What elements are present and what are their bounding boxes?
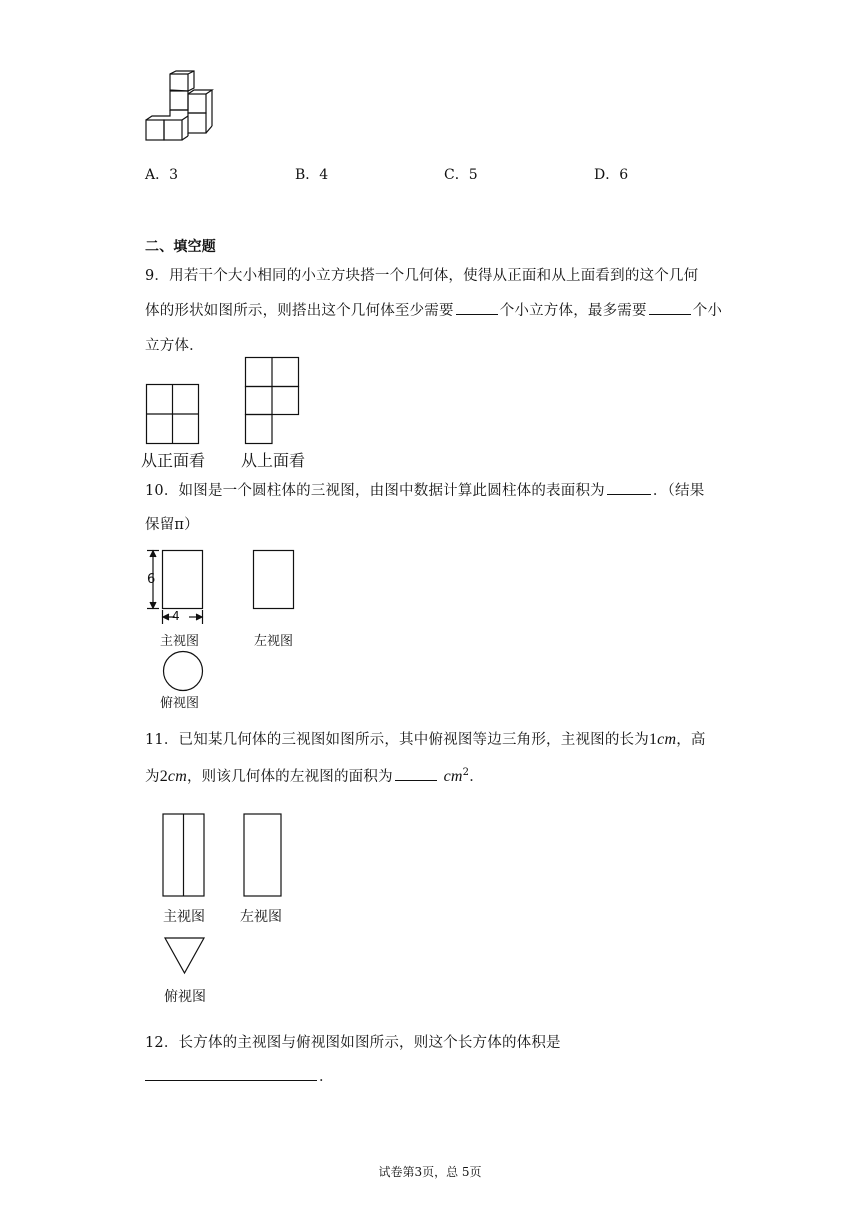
q9-blank-max <box>649 313 691 315</box>
q11-blank <box>395 779 437 781</box>
page-footer: 试卷第3页，总 5页 <box>378 1165 482 1179</box>
q11-main-label: 主视图 <box>163 909 205 925</box>
q11-height-num: 2 <box>159 768 168 785</box>
q9-line2-b: 个小立方体，最多需要 <box>499 303 647 319</box>
q11-unit2: cm <box>167 768 187 785</box>
q10-line1 <box>145 479 704 500</box>
q10-left-label: 左视图 <box>254 634 294 649</box>
option-b: B．4 <box>295 167 329 183</box>
q10-top-label: 俯视图 <box>160 696 200 711</box>
section-title: 二、填空题 <box>145 239 216 255</box>
option-d: D．6 <box>594 167 629 183</box>
q10-blank <box>607 493 651 495</box>
q9-line2 <box>145 299 722 320</box>
q11-line1-a: 11．已知某几何体的三视图如图所示，其中俯视图等边三角形，主视图的长为 <box>145 732 649 748</box>
q9-line2-a: 体的形状如图所示，则搭出这个几何体至少需要 <box>145 303 454 319</box>
q10-line2: 保留π） <box>145 517 199 533</box>
q11-line1 <box>145 728 706 749</box>
q10-top-view-figure <box>162 651 206 693</box>
q12-blank <box>145 1079 317 1081</box>
q10-dim-width: 4 <box>172 609 180 623</box>
q9-top-view-figure <box>245 357 301 445</box>
q10-line1-a: 10．如图是一个圆柱体的三视图，由图中数据计算此圆柱体的表面积为 <box>145 483 605 499</box>
q11-top-label: 俯视图 <box>164 989 206 1005</box>
q12-line2-end: ． <box>319 1069 334 1085</box>
q9-front-label: 从正面看 <box>141 451 206 470</box>
q11-top-view-figure <box>164 937 206 975</box>
q11-unit: cm <box>657 731 677 748</box>
q11-line2-a: 为 <box>145 769 160 785</box>
q11-unit-sq: cm <box>443 768 463 785</box>
q12-line1: 12．长方体的主视图与俯视图如图所示，则这个长方体的体积是 <box>145 1035 561 1051</box>
q9-line3: 立方体． <box>145 338 204 354</box>
q11-main-view-figure <box>162 813 206 897</box>
q10-main-label: 主视图 <box>160 634 200 649</box>
option-a: A．3 <box>145 167 179 183</box>
q11-line2-c: ． <box>469 769 484 785</box>
q10-dim-height: 6 <box>147 572 156 587</box>
cube-stack-figure <box>140 70 220 150</box>
q9-top-label: 从上面看 <box>241 451 306 470</box>
q11-line2 <box>145 765 484 786</box>
q11-len-num: 1 <box>648 731 658 748</box>
q9-line2-c: 个小 <box>692 303 723 319</box>
q9-front-view-figure <box>146 384 200 444</box>
q11-left-view-figure <box>243 813 283 897</box>
option-c: C．5 <box>444 167 478 183</box>
q11-line1-b: ，高 <box>676 732 706 748</box>
q9-line1: 9．用若干个大小相同的小立方块搭一个几何体，使得从正面和从上面看到的这个几何 <box>145 268 699 284</box>
q9-blank-min <box>456 313 498 315</box>
q10-line1-b: ．（结果 <box>652 483 705 499</box>
q10-left-view-figure <box>252 549 296 611</box>
q11-left-label: 左视图 <box>240 909 282 925</box>
q11-exponent: 2 <box>462 767 470 779</box>
q12-line2 <box>145 1065 334 1086</box>
q11-line2-b: ，则该几何体的左视图的面积为 <box>186 769 393 785</box>
